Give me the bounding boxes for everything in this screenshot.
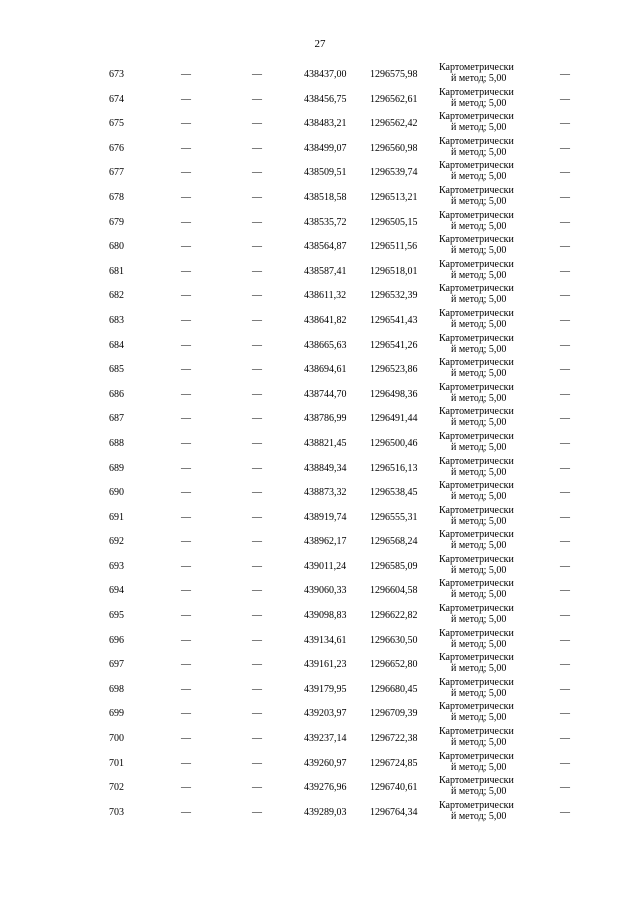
coordinate-y: 1296505,15 [370, 216, 418, 228]
table-row [0, 185, 640, 210]
coordinate-x: 438873,32 [304, 487, 347, 499]
table-row [0, 505, 640, 530]
table-row [0, 87, 640, 112]
dash-cell: — [560, 93, 570, 105]
table-row [0, 603, 640, 628]
point-number: 699 [109, 708, 124, 720]
point-number: 677 [109, 167, 124, 179]
method-text-line2: й метод; 5,00 [451, 687, 507, 699]
coordinate-y: 1296575,98 [370, 69, 418, 80]
method-text-line1: Картометрически [439, 529, 514, 541]
point-number: 697 [109, 659, 124, 671]
point-number: 682 [109, 290, 124, 302]
method-text-line2: й метод; 5,00 [451, 589, 507, 601]
method-text-line2: й метод; 5,00 [451, 269, 507, 281]
coordinate-y: 1296604,58 [370, 585, 418, 597]
dash-cell: — [252, 364, 262, 376]
dash-cell: — [252, 314, 262, 326]
method-text-line1: Картометрически [439, 381, 514, 393]
point-number: 691 [109, 511, 124, 523]
dash-cell: — [560, 536, 570, 548]
table-row [0, 259, 640, 284]
method-text-line1: Картометрически [439, 676, 514, 688]
dash-cell: — [181, 757, 191, 769]
dash-cell: — [560, 708, 570, 720]
coordinate-x: 438641,82 [304, 314, 347, 326]
method-text-line2: й метод; 5,00 [451, 614, 507, 626]
table-row [0, 283, 640, 308]
method-text-line1: Картометрически [439, 750, 514, 762]
coordinate-y: 1296680,45 [370, 683, 418, 695]
point-number: 687 [109, 413, 124, 425]
point-number: 674 [109, 93, 124, 105]
method-text-line1: Картометрически [439, 652, 514, 664]
dash-cell: — [181, 142, 191, 154]
coordinate-x: 439161,23 [304, 659, 347, 671]
point-number: 698 [109, 683, 124, 695]
method-text-line2: й метод; 5,00 [451, 441, 507, 453]
dash-cell: — [181, 118, 191, 130]
coordinate-x: 438786,99 [304, 413, 347, 425]
dash-cell: — [560, 806, 570, 818]
dash-cell: — [560, 69, 570, 80]
coordinate-x: 439134,61 [304, 634, 347, 646]
method-text-line1: Картометрически [439, 701, 514, 713]
coordinate-x: 438518,58 [304, 191, 347, 203]
method-text-line2: й метод; 5,00 [451, 245, 507, 257]
point-number: 690 [109, 487, 124, 499]
dash-cell: — [181, 683, 191, 695]
method-text-line2: й метод; 5,00 [451, 122, 507, 134]
method-text-line1: Картометрически [439, 135, 514, 147]
coordinate-x: 439179,95 [304, 683, 347, 695]
point-number: 696 [109, 634, 124, 646]
method-text-line2: й метод; 5,00 [451, 638, 507, 650]
table-row [0, 652, 640, 677]
method-text-line2: й метод; 5,00 [451, 343, 507, 355]
dash-cell: — [560, 782, 570, 794]
coordinate-x: 438919,74 [304, 511, 347, 523]
dash-cell: — [181, 560, 191, 572]
method-text-line1: Картометрически [439, 86, 514, 98]
coordinate-y: 1296568,24 [370, 536, 418, 548]
point-number: 673 [109, 69, 124, 80]
coordinate-x: 438509,51 [304, 167, 347, 179]
method-text-line1: Картометрически [439, 283, 514, 295]
point-number: 693 [109, 560, 124, 572]
coordinate-x: 438535,72 [304, 216, 347, 228]
dash-cell: — [252, 413, 262, 425]
method-text-line1: Картометрически [439, 455, 514, 467]
table-row [0, 357, 640, 382]
coordinate-y: 1296523,86 [370, 364, 418, 376]
method-text-line2: й метод; 5,00 [451, 810, 507, 822]
dash-cell: — [181, 364, 191, 376]
dash-cell: — [560, 683, 570, 695]
method-text-line1: Картометрически [439, 726, 514, 738]
method-text-line1: Картометрически [439, 62, 514, 73]
point-number: 686 [109, 388, 124, 400]
dash-cell: — [560, 610, 570, 622]
dash-cell: — [252, 462, 262, 474]
dash-cell: — [181, 733, 191, 745]
dash-cell: — [560, 413, 570, 425]
point-number: 676 [109, 142, 124, 154]
coordinate-x: 438694,61 [304, 364, 347, 376]
dash-cell: — [560, 241, 570, 253]
dash-cell: — [560, 462, 570, 474]
dash-cell: — [252, 487, 262, 499]
coordinates-table [0, 62, 640, 824]
method-text-line1: Картометрически [439, 406, 514, 418]
method-text-line1: Картометрически [439, 480, 514, 492]
dash-cell: — [252, 339, 262, 351]
method-text-line1: Картометрически [439, 258, 514, 270]
coordinate-x: 439237,14 [304, 733, 347, 745]
dash-cell: — [252, 560, 262, 572]
coordinate-y: 1296724,85 [370, 757, 418, 769]
table-row [0, 554, 640, 579]
coordinate-y: 1296513,21 [370, 191, 418, 203]
dash-cell: — [560, 487, 570, 499]
coordinate-x: 438962,17 [304, 536, 347, 548]
table-row [0, 578, 640, 603]
dash-cell: — [560, 511, 570, 523]
dash-cell: — [560, 265, 570, 277]
dash-cell: — [181, 585, 191, 597]
method-text-line2: й метод; 5,00 [451, 515, 507, 527]
dash-cell: — [252, 388, 262, 400]
coordinate-y: 1296491,44 [370, 413, 418, 425]
dash-cell: — [181, 413, 191, 425]
dash-cell: — [181, 610, 191, 622]
dash-cell: — [252, 437, 262, 449]
point-number: 702 [109, 782, 124, 794]
dash-cell: — [181, 216, 191, 228]
method-text-line2: й метод; 5,00 [451, 786, 507, 798]
dash-cell: — [181, 437, 191, 449]
dash-cell: — [252, 757, 262, 769]
coordinate-x: 438587,41 [304, 265, 347, 277]
method-text-line2: й метод; 5,00 [451, 417, 507, 429]
coordinate-x: 438499,07 [304, 142, 347, 154]
table-row [0, 210, 640, 235]
coordinate-y: 1296532,39 [370, 290, 418, 302]
dash-cell: — [560, 560, 570, 572]
coordinate-x: 438665,63 [304, 339, 347, 351]
coordinate-y: 1296539,74 [370, 167, 418, 179]
method-text-line2: й метод; 5,00 [451, 294, 507, 306]
table-row [0, 308, 640, 333]
coordinate-y: 1296500,46 [370, 437, 418, 449]
point-number: 701 [109, 757, 124, 769]
coordinate-x: 439098,83 [304, 610, 347, 622]
method-text-line2: й метод; 5,00 [451, 146, 507, 158]
dash-cell: — [181, 634, 191, 646]
point-number: 688 [109, 437, 124, 449]
coordinate-y: 1296538,45 [370, 487, 418, 499]
table-row [0, 800, 640, 825]
dash-cell: — [252, 167, 262, 179]
coordinate-y: 1296498,36 [370, 388, 418, 400]
table-row [0, 701, 640, 726]
dash-cell: — [560, 659, 570, 671]
method-text-line2: й метод; 5,00 [451, 491, 507, 503]
coordinate-x: 438483,21 [304, 118, 347, 130]
point-number: 694 [109, 585, 124, 597]
dash-cell: — [181, 191, 191, 203]
dash-cell: — [252, 69, 262, 80]
method-text-line2: й метод; 5,00 [451, 712, 507, 724]
dash-cell: — [560, 216, 570, 228]
dash-cell: — [560, 118, 570, 130]
coordinate-y: 1296630,50 [370, 634, 418, 646]
coordinate-y: 1296560,98 [370, 142, 418, 154]
point-number: 678 [109, 191, 124, 203]
dash-cell: — [252, 93, 262, 105]
coordinate-x: 439011,24 [304, 560, 347, 572]
page-number: 27 [314, 38, 326, 50]
dash-cell: — [181, 69, 191, 80]
dash-cell: — [181, 241, 191, 253]
dash-cell: — [560, 364, 570, 376]
coordinate-y: 1296652,80 [370, 659, 418, 671]
point-number: 685 [109, 364, 124, 376]
dash-cell: — [252, 216, 262, 228]
dash-cell: — [181, 511, 191, 523]
method-text-line2: й метод; 5,00 [451, 663, 507, 675]
method-text-line1: Картометрически [439, 775, 514, 787]
dash-cell: — [252, 118, 262, 130]
dash-cell: — [560, 733, 570, 745]
dash-cell: — [181, 265, 191, 277]
coordinate-y: 1296709,39 [370, 708, 418, 720]
table-row [0, 160, 640, 185]
method-text-line1: Картометрически [439, 307, 514, 319]
dash-cell: — [560, 634, 570, 646]
method-text-line2: й метод; 5,00 [451, 392, 507, 404]
method-text-line1: Картометрически [439, 603, 514, 615]
coordinate-y: 1296511,56 [370, 241, 418, 253]
dash-cell: — [252, 683, 262, 695]
coordinate-x: 438456,75 [304, 93, 347, 105]
dash-cell: — [252, 782, 262, 794]
dash-cell: — [181, 806, 191, 818]
method-text-line2: й метод; 5,00 [451, 368, 507, 380]
dash-cell: — [560, 142, 570, 154]
dash-cell: — [560, 585, 570, 597]
dash-cell: — [560, 191, 570, 203]
coordinate-y: 1296764,34 [370, 806, 418, 818]
dash-cell: — [181, 659, 191, 671]
method-text-line2: й метод; 5,00 [451, 171, 507, 183]
table-row [0, 480, 640, 505]
method-text-line1: Картометрически [439, 504, 514, 516]
table-row [0, 431, 640, 456]
dash-cell: — [181, 708, 191, 720]
dash-cell: — [181, 314, 191, 326]
method-text-line1: Картометрически [439, 160, 514, 172]
dash-cell: — [252, 511, 262, 523]
point-number: 684 [109, 339, 124, 351]
method-text-line2: й метод; 5,00 [451, 97, 507, 109]
point-number: 680 [109, 241, 124, 253]
coordinate-y: 1296722,38 [370, 733, 418, 745]
dash-cell: — [252, 265, 262, 277]
coordinate-y: 1296622,82 [370, 610, 418, 622]
coordinate-x: 439203,97 [304, 708, 347, 720]
coordinate-x: 438437,00 [304, 69, 347, 80]
table-row [0, 62, 640, 87]
method-text-line1: Картометрически [439, 234, 514, 246]
method-text-line2: й метод; 5,00 [451, 318, 507, 330]
coordinate-y: 1296555,31 [370, 511, 418, 523]
method-text-line2: й метод; 5,00 [451, 466, 507, 478]
dash-cell: — [252, 659, 262, 671]
table-row [0, 529, 640, 554]
dash-cell: — [181, 536, 191, 548]
coordinate-y: 1296518,01 [370, 265, 418, 277]
table-row [0, 382, 640, 407]
table-row [0, 751, 640, 776]
coordinate-x: 438611,32 [304, 290, 347, 302]
method-text-line2: й метод; 5,00 [451, 195, 507, 207]
table-row [0, 456, 640, 481]
method-text-line1: Картометрически [439, 799, 514, 811]
coordinate-y: 1296562,61 [370, 93, 418, 105]
dash-cell: — [252, 708, 262, 720]
dash-cell: — [560, 290, 570, 302]
point-number: 675 [109, 118, 124, 130]
coordinate-y: 1296541,26 [370, 339, 418, 351]
dash-cell: — [252, 585, 262, 597]
point-number: 681 [109, 265, 124, 277]
dash-cell: — [252, 142, 262, 154]
method-text-line1: Картометрически [439, 357, 514, 369]
method-text-line1: Картометрически [439, 430, 514, 442]
table-row [0, 628, 640, 653]
dash-cell: — [252, 536, 262, 548]
coordinate-x: 439276,96 [304, 782, 347, 794]
method-text-line1: Картометрически [439, 111, 514, 123]
coordinate-y: 1296562,42 [370, 118, 418, 130]
coordinate-x: 438564,87 [304, 241, 347, 253]
point-number: 679 [109, 216, 124, 228]
method-text-line2: й метод; 5,00 [451, 564, 507, 576]
coordinate-x: 439260,97 [304, 757, 347, 769]
dash-cell: — [560, 388, 570, 400]
dash-cell: — [560, 167, 570, 179]
coordinate-x: 438821,45 [304, 437, 347, 449]
coordinate-y: 1296585,09 [370, 560, 418, 572]
coordinate-x: 438849,34 [304, 462, 347, 474]
point-number: 700 [109, 733, 124, 745]
table-row [0, 333, 640, 358]
dash-cell: — [181, 339, 191, 351]
table-row [0, 234, 640, 259]
method-text-line1: Картометрически [439, 578, 514, 590]
table-row [0, 677, 640, 702]
point-number: 692 [109, 536, 124, 548]
dash-cell: — [560, 757, 570, 769]
dash-cell: — [252, 610, 262, 622]
dash-cell: — [252, 806, 262, 818]
table-row [0, 406, 640, 431]
coordinate-y: 1296541,43 [370, 314, 418, 326]
point-number: 683 [109, 314, 124, 326]
dash-cell: — [252, 241, 262, 253]
table-row [0, 726, 640, 751]
table-row [0, 136, 640, 161]
dash-cell: — [181, 290, 191, 302]
method-text-line1: Картометрически [439, 184, 514, 196]
dash-cell: — [252, 634, 262, 646]
coordinate-x: 439289,03 [304, 806, 347, 818]
dash-cell: — [181, 782, 191, 794]
point-number: 695 [109, 610, 124, 622]
method-text-line1: Картометрически [439, 332, 514, 344]
dash-cell: — [560, 437, 570, 449]
dash-cell: — [181, 167, 191, 179]
point-number: 703 [109, 806, 124, 818]
dash-cell: — [560, 339, 570, 351]
coordinate-x: 439060,33 [304, 585, 347, 597]
point-number: 689 [109, 462, 124, 474]
method-text-line2: й метод; 5,00 [451, 540, 507, 552]
coordinate-y: 1296516,13 [370, 462, 418, 474]
method-text-line2: й метод; 5,00 [451, 73, 507, 84]
method-text-line1: Картометрически [439, 627, 514, 639]
coordinate-y: 1296740,61 [370, 782, 418, 794]
coordinate-x: 438744,70 [304, 388, 347, 400]
dash-cell: — [181, 487, 191, 499]
dash-cell: — [181, 93, 191, 105]
method-text-line2: й метод; 5,00 [451, 761, 507, 773]
method-text-line2: й метод; 5,00 [451, 737, 507, 749]
dash-cell: — [560, 314, 570, 326]
method-text-line1: Картометрически [439, 209, 514, 221]
dash-cell: — [252, 733, 262, 745]
dash-cell: — [252, 191, 262, 203]
method-text-line2: й метод; 5,00 [451, 220, 507, 232]
table-row [0, 111, 640, 136]
dash-cell: — [181, 462, 191, 474]
dash-cell: — [181, 388, 191, 400]
table-row [0, 775, 640, 800]
method-text-line1: Картометрически [439, 553, 514, 565]
dash-cell: — [252, 290, 262, 302]
